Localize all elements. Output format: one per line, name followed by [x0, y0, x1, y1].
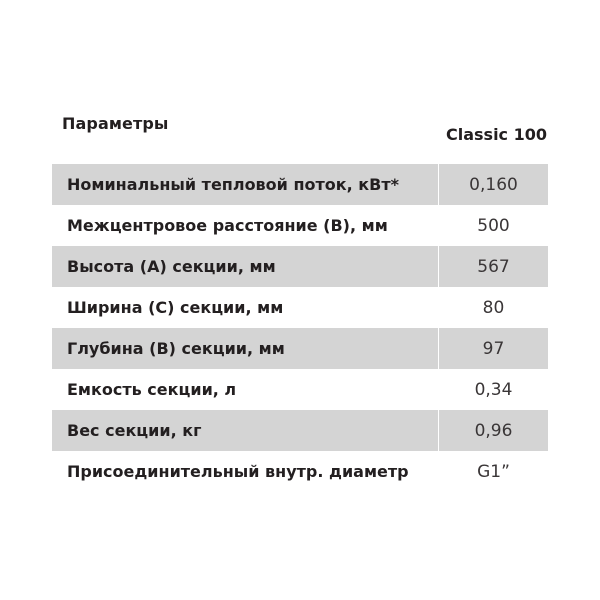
specs-table: [52, 164, 548, 492]
row-label: Емкость секции, л: [67, 380, 237, 399]
row-value: G1”: [477, 461, 510, 482]
table-row: [52, 164, 548, 205]
table-row: [52, 328, 548, 369]
row-value: 500: [477, 215, 510, 236]
row-label: Ширина (С) секции, мм: [67, 298, 284, 317]
row-label: Номинальный тепловой поток, кВт*: [67, 175, 399, 194]
row-value: 0,34: [474, 379, 513, 400]
model-column-heading: Classic 100: [446, 125, 548, 144]
table-row: [52, 369, 548, 410]
row-label: Высота (А) секции, мм: [67, 257, 276, 276]
row-label: Межцентровое расстояние (В), мм: [67, 216, 388, 235]
row-value: 80: [482, 297, 505, 318]
row-label: Присоединительный внутр. диаметр: [67, 462, 409, 481]
row-value: 0,160: [469, 174, 518, 195]
table-row: [52, 205, 548, 246]
table-row: [52, 287, 548, 328]
row-value: 97: [482, 338, 505, 359]
row-value: 0,96: [474, 420, 513, 441]
table-row: [52, 410, 548, 451]
table-row: [52, 451, 548, 492]
parameters-heading: Параметры: [62, 114, 169, 133]
row-label: Глубина (В) секции, мм: [67, 339, 285, 358]
table-row: [52, 246, 548, 287]
row-label: Вес секции, кг: [67, 421, 202, 440]
row-value: 567: [477, 256, 510, 277]
